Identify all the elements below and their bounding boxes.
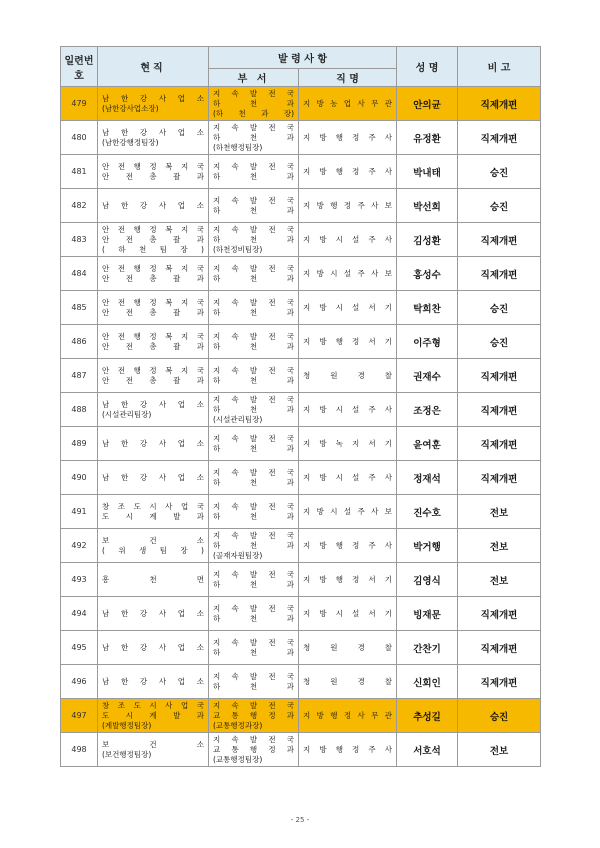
department-cell: [209, 529, 299, 563]
department-cell-line: 하 천 과: [213, 477, 294, 487]
table-row: [61, 427, 541, 461]
name-cell: 간찬기: [397, 631, 458, 665]
department-cell: [209, 291, 299, 325]
name-cell: 정재석: [397, 461, 458, 495]
name-cell: 유정환: [397, 121, 458, 155]
rank-cell: [299, 529, 397, 563]
department-cell: [209, 665, 299, 699]
current-post-cell: [98, 189, 209, 223]
department-cell-line: 지 속 발 전 국: [213, 365, 294, 375]
department-cell-line: 하 천 과: [213, 375, 294, 385]
name-cell: 진수호: [397, 495, 458, 529]
serial-cell: 479: [61, 87, 98, 121]
name-cell: 신회인: [397, 665, 458, 699]
current-post-cell-line: 남 한 강 사 업 소: [102, 676, 204, 686]
department-cell-line: 지 속 발 전 국: [213, 331, 294, 341]
department-cell: [209, 325, 299, 359]
note-cell: 직제개편: [458, 359, 541, 393]
note-cell: 직제개편: [458, 665, 541, 699]
rank-cell-line: 청 원 경 찰: [303, 370, 392, 380]
current-post-cell: [98, 597, 209, 631]
current-post-cell-line: (남한강사업소장): [102, 103, 159, 113]
note-cell: 직제개편: [458, 223, 541, 257]
rank-cell: [299, 563, 397, 597]
header-row: [61, 47, 541, 69]
current-post-cell-line: 안 전 행 정 복 지 국: [102, 297, 204, 307]
department-cell-line: 지 속 발 전 국: [213, 569, 294, 579]
table-row: [61, 121, 541, 155]
department-cell-line: 지 속 발 전 국: [213, 224, 294, 234]
department-cell-line: (교통행정과장): [213, 720, 263, 730]
current-post-cell-line: 남 한 강 사 업 소: [102, 438, 204, 448]
department-cell-line: 하 천 과: [213, 273, 294, 283]
table-row: [61, 495, 541, 529]
department-cell: [209, 563, 299, 597]
department-cell-line: 지 속 발 전 국: [213, 467, 294, 477]
current-post-cell: [98, 665, 209, 699]
rank-cell: [299, 733, 397, 767]
current-post-cell: [98, 393, 209, 427]
current-post-cell: [98, 631, 209, 665]
serial-cell: 496: [61, 665, 98, 699]
current-post-cell-line: (보건행정팀장): [102, 749, 152, 759]
rank-cell: [299, 189, 397, 223]
rank-cell-line: 청 원 경 찰: [303, 676, 392, 686]
rank-cell: [299, 87, 397, 121]
current-post-cell-line: 안 전 행 정 복 지 국: [102, 224, 204, 234]
department-cell: [209, 359, 299, 393]
department-cell: [209, 495, 299, 529]
current-post-cell-line: (남한강행정팀장): [102, 137, 159, 147]
header-dept: 부 서: [209, 69, 299, 87]
current-post-cell-line: 안 전 총 괄 과: [102, 375, 204, 385]
rank-cell-line: 지 방 시 설 주 사: [303, 404, 392, 414]
serial-cell: 489: [61, 427, 98, 461]
name-cell: 서호석: [397, 733, 458, 767]
serial-cell: 491: [61, 495, 98, 529]
name-cell: 빙재문: [397, 597, 458, 631]
department-cell-line: 지 속 발 전 국: [213, 671, 294, 681]
note-cell: 승진: [458, 291, 541, 325]
table-row: [61, 325, 541, 359]
note-cell: 승진: [458, 699, 541, 733]
name-cell: 윤여훈: [397, 427, 458, 461]
rank-cell: [299, 291, 397, 325]
serial-cell: 488: [61, 393, 98, 427]
department-cell-line: 하 천 과: [213, 579, 294, 589]
department-cell: [209, 427, 299, 461]
department-cell-line: 하 천 과: [213, 205, 294, 215]
rank-cell-line: 지 방 행 정 서 기: [303, 574, 392, 584]
rank-cell-line: 지 방 행 정 사 무 관: [303, 710, 392, 720]
table-row: [61, 359, 541, 393]
note-cell: 승진: [458, 325, 541, 359]
department-cell-line: 지 속 발 전 국: [213, 734, 294, 744]
department-cell-line: 지 속 발 전 국: [213, 161, 294, 171]
department-cell-line: 하 천 과: [213, 98, 294, 108]
rank-cell: [299, 699, 397, 733]
current-post-cell-line: (계발행정팀장): [102, 720, 152, 730]
department-cell-line: 지 속 발 전 국: [213, 501, 294, 511]
current-post-cell: [98, 121, 209, 155]
current-post-cell-line: 남 한 강 사 업 소: [102, 399, 204, 409]
department-cell-line: 지 속 발 전 국: [213, 603, 294, 613]
rank-cell: [299, 393, 397, 427]
header-name: 성 명: [397, 47, 458, 87]
department-cell-line: 하 천 과: [213, 511, 294, 521]
table-row: [61, 189, 541, 223]
current-post-cell-line: 안 전 행 정 복 지 국: [102, 331, 204, 341]
department-cell-line: 지 속 발 전 국: [213, 263, 294, 273]
rank-cell-line: 지 방 시 설 주 사 보: [303, 506, 392, 516]
department-cell: [209, 223, 299, 257]
table-row: [61, 87, 541, 121]
department-cell-line: (교통행정팀장): [213, 754, 263, 764]
department-cell: [209, 87, 299, 121]
rank-cell: [299, 121, 397, 155]
department-cell-line: 지 속 발 전 국: [213, 195, 294, 205]
department-cell-line: 하 천 과: [213, 234, 294, 244]
current-post-cell: [98, 223, 209, 257]
table-body: [61, 87, 541, 767]
department-cell-line: 하 천 과: [213, 307, 294, 317]
current-post-cell-line: 도 시 계 발 과: [102, 710, 204, 720]
department-cell-line: 교 통 행 정 과: [213, 710, 294, 720]
serial-cell: 497: [61, 699, 98, 733]
department-cell: [209, 461, 299, 495]
name-cell: 추성길: [397, 699, 458, 733]
serial-cell: 498: [61, 733, 98, 767]
name-cell: 탁희찬: [397, 291, 458, 325]
department-cell-line: (시설관리팀장): [213, 414, 263, 424]
rank-cell-line: 지 방 시 설 서 기: [303, 608, 392, 618]
page-number: - 25 -: [290, 816, 310, 824]
rank-cell-line: 지 방 녹 지 서 기: [303, 438, 392, 448]
note-cell: 전보: [458, 495, 541, 529]
rank-cell-line: 지 방 시 설 서 기: [303, 302, 392, 312]
current-post-cell: [98, 529, 209, 563]
table-row: [61, 733, 541, 767]
department-cell-line: 하 천 과: [213, 681, 294, 691]
note-cell: 직제개편: [458, 461, 541, 495]
current-post-cell-line: 남 한 강 사 업 소: [102, 127, 204, 137]
name-cell: 김영식: [397, 563, 458, 597]
rank-cell: [299, 495, 397, 529]
appointment-table: [60, 46, 541, 767]
serial-cell: 482: [61, 189, 98, 223]
name-cell: 박선희: [397, 189, 458, 223]
note-cell: 승진: [458, 189, 541, 223]
department-cell: [209, 597, 299, 631]
department-cell-line: 지 속 발 전 국: [213, 122, 294, 132]
department-cell-line: 하 천 과: [213, 647, 294, 657]
current-post-cell: [98, 325, 209, 359]
current-post-cell-line: 남 한 강 사 업 소: [102, 200, 204, 210]
note-cell: 직제개편: [458, 87, 541, 121]
current-post-cell: [98, 257, 209, 291]
current-post-cell: [98, 733, 209, 767]
rank-cell: [299, 461, 397, 495]
current-post-cell-line: 남 한 강 사 업 소: [102, 642, 204, 652]
department-cell-line: 하 천 과: [213, 341, 294, 351]
current-post-cell: [98, 699, 209, 733]
rank-cell: [299, 223, 397, 257]
header-note: 비 고: [458, 47, 541, 87]
department-cell-line: 지 속 발 전 국: [213, 433, 294, 443]
note-cell: 직제개편: [458, 597, 541, 631]
table-row: [61, 563, 541, 597]
serial-cell: 486: [61, 325, 98, 359]
rank-cell-line: 지 방 행 정 주 사 보: [303, 200, 392, 210]
department-cell-line: (골재자원팀장): [213, 550, 263, 560]
note-cell: 전보: [458, 733, 541, 767]
department-cell-line: 하 천 과: [213, 404, 294, 414]
department-cell-line: (하 천 과 장): [213, 108, 294, 118]
serial-cell: 493: [61, 563, 98, 597]
department-cell-line: 지 속 발 전 국: [213, 88, 294, 98]
department-cell-line: 지 속 발 전 국: [213, 297, 294, 307]
note-cell: 승진: [458, 155, 541, 189]
name-cell: 박내태: [397, 155, 458, 189]
current-post-cell-line: 보 건 소: [102, 739, 204, 749]
department-cell: [209, 699, 299, 733]
current-post-cell-line: 안 전 행 정 복 지 국: [102, 365, 204, 375]
serial-cell: 490: [61, 461, 98, 495]
rank-cell-line: 지 방 시 설 주 사: [303, 472, 392, 482]
department-cell-line: 교 통 행 정 과: [213, 744, 294, 754]
header-rank: 직 명: [299, 69, 397, 87]
serial-cell: 480: [61, 121, 98, 155]
rank-cell: [299, 155, 397, 189]
current-post-cell-line: 안 전 행 정 복 지 국: [102, 263, 204, 273]
table-row: [61, 223, 541, 257]
current-post-cell-line: 남 한 강 사 업 소: [102, 608, 204, 618]
name-cell: 이주형: [397, 325, 458, 359]
name-cell: 안의균: [397, 87, 458, 121]
table-row: [61, 461, 541, 495]
department-cell-line: 지 속 발 전 국: [213, 530, 294, 540]
current-post-cell-line: 창 조 도 시 사 업 국: [102, 501, 204, 511]
current-post-cell: [98, 87, 209, 121]
table-row: [61, 597, 541, 631]
current-post-cell-line: 안 전 총 괄 과: [102, 234, 204, 244]
current-post-cell: [98, 461, 209, 495]
department-cell: [209, 393, 299, 427]
name-cell: 홍성수: [397, 257, 458, 291]
department-cell-line: 하 천 과: [213, 443, 294, 453]
department-cell-line: 하 천 과: [213, 171, 294, 181]
note-cell: 직제개편: [458, 257, 541, 291]
department-cell-line: (하천정비팀장): [213, 244, 263, 254]
department-cell-line: 지 속 발 전 국: [213, 700, 294, 710]
serial-cell: 483: [61, 223, 98, 257]
current-post-cell-line: 도 시 계 발 과: [102, 511, 204, 521]
current-post-cell-line: 안 전 총 괄 과: [102, 171, 204, 181]
department-cell: [209, 155, 299, 189]
rank-cell-line: 청 원 경 찰: [303, 642, 392, 652]
current-post-cell: [98, 427, 209, 461]
rank-cell-line: 지 방 농 업 사 무 관: [303, 98, 392, 108]
name-cell: 조정은: [397, 393, 458, 427]
name-cell: 권재수: [397, 359, 458, 393]
rank-cell-line: 지 방 행 정 주 사: [303, 166, 392, 176]
table-row: [61, 257, 541, 291]
department-cell: [209, 189, 299, 223]
note-cell: 직제개편: [458, 427, 541, 461]
current-post-cell-line: 안 전 총 괄 과: [102, 307, 204, 317]
current-post-cell-line: 남 한 강 사 업 소: [102, 93, 204, 103]
rank-cell-line: 지 방 행 정 주 사: [303, 132, 392, 142]
current-post-cell: [98, 563, 209, 597]
note-cell: 직제개편: [458, 121, 541, 155]
department-cell: [209, 733, 299, 767]
name-cell: 김성환: [397, 223, 458, 257]
department-cell-line: 하 천 과: [213, 613, 294, 623]
serial-cell: 492: [61, 529, 98, 563]
name-cell: 박거행: [397, 529, 458, 563]
department-cell-line: 하 천 과: [213, 540, 294, 550]
department-cell: [209, 121, 299, 155]
rank-cell-line: 지 방 시 설 주 사: [303, 234, 392, 244]
department-cell-line: 지 속 발 전 국: [213, 394, 294, 404]
current-post-cell: [98, 359, 209, 393]
table-row: [61, 529, 541, 563]
serial-cell: 481: [61, 155, 98, 189]
rank-cell-line: 지 방 시 설 주 사 보: [303, 268, 392, 278]
header-serial: 일련번호: [61, 47, 98, 87]
table-row: [61, 291, 541, 325]
note-cell: 직제개편: [458, 631, 541, 665]
serial-cell: 495: [61, 631, 98, 665]
current-post-cell-line: 창 조 도 시 사 업 국: [102, 700, 204, 710]
table-row: [61, 699, 541, 733]
rank-cell: [299, 427, 397, 461]
serial-cell: 487: [61, 359, 98, 393]
note-cell: 전보: [458, 563, 541, 597]
department-cell: [209, 631, 299, 665]
note-cell: 직제개편: [458, 393, 541, 427]
department-cell-line: 지 속 발 전 국: [213, 637, 294, 647]
table-row: [61, 631, 541, 665]
rank-cell-line: 지 방 행 정 서 기: [303, 336, 392, 346]
department-cell-line: 하 천 과: [213, 132, 294, 142]
current-post-cell-line: ( 하 천 팀 장 ): [102, 244, 204, 254]
serial-cell: 485: [61, 291, 98, 325]
department-cell-line: (하천행정팀장): [213, 142, 263, 152]
rank-cell: [299, 325, 397, 359]
header-current: 현직: [98, 47, 209, 87]
serial-cell: 484: [61, 257, 98, 291]
current-post-cell-line: (시설관리팀장): [102, 409, 152, 419]
current-post-cell-line: 안 전 행 정 복 지 국: [102, 161, 204, 171]
current-post-cell-line: 안 전 총 괄 과: [102, 341, 204, 351]
rank-cell: [299, 257, 397, 291]
current-post-cell: [98, 495, 209, 529]
table-row: [61, 155, 541, 189]
current-post-cell-line: 흥 천 면: [102, 574, 204, 584]
table-row: [61, 393, 541, 427]
current-post-cell: [98, 291, 209, 325]
note-cell: 전보: [458, 529, 541, 563]
current-post-cell-line: 안 전 총 괄 과: [102, 273, 204, 283]
rank-cell-line: 지 방 행 정 주 사: [303, 540, 392, 550]
current-post-cell-line: ( 위 생 팀 장 ): [102, 545, 204, 555]
current-post-cell: [98, 155, 209, 189]
rank-cell-line: 지 방 행 정 주 사: [303, 744, 392, 754]
header-appointment: 발 령 사 항: [209, 47, 397, 69]
current-post-cell-line: 보 건 소: [102, 535, 204, 545]
serial-cell: 494: [61, 597, 98, 631]
table-row: [61, 665, 541, 699]
department-cell: [209, 257, 299, 291]
rank-cell: [299, 359, 397, 393]
rank-cell: [299, 665, 397, 699]
rank-cell: [299, 597, 397, 631]
rank-cell: [299, 631, 397, 665]
current-post-cell-line: 남 한 강 사 업 소: [102, 472, 204, 482]
